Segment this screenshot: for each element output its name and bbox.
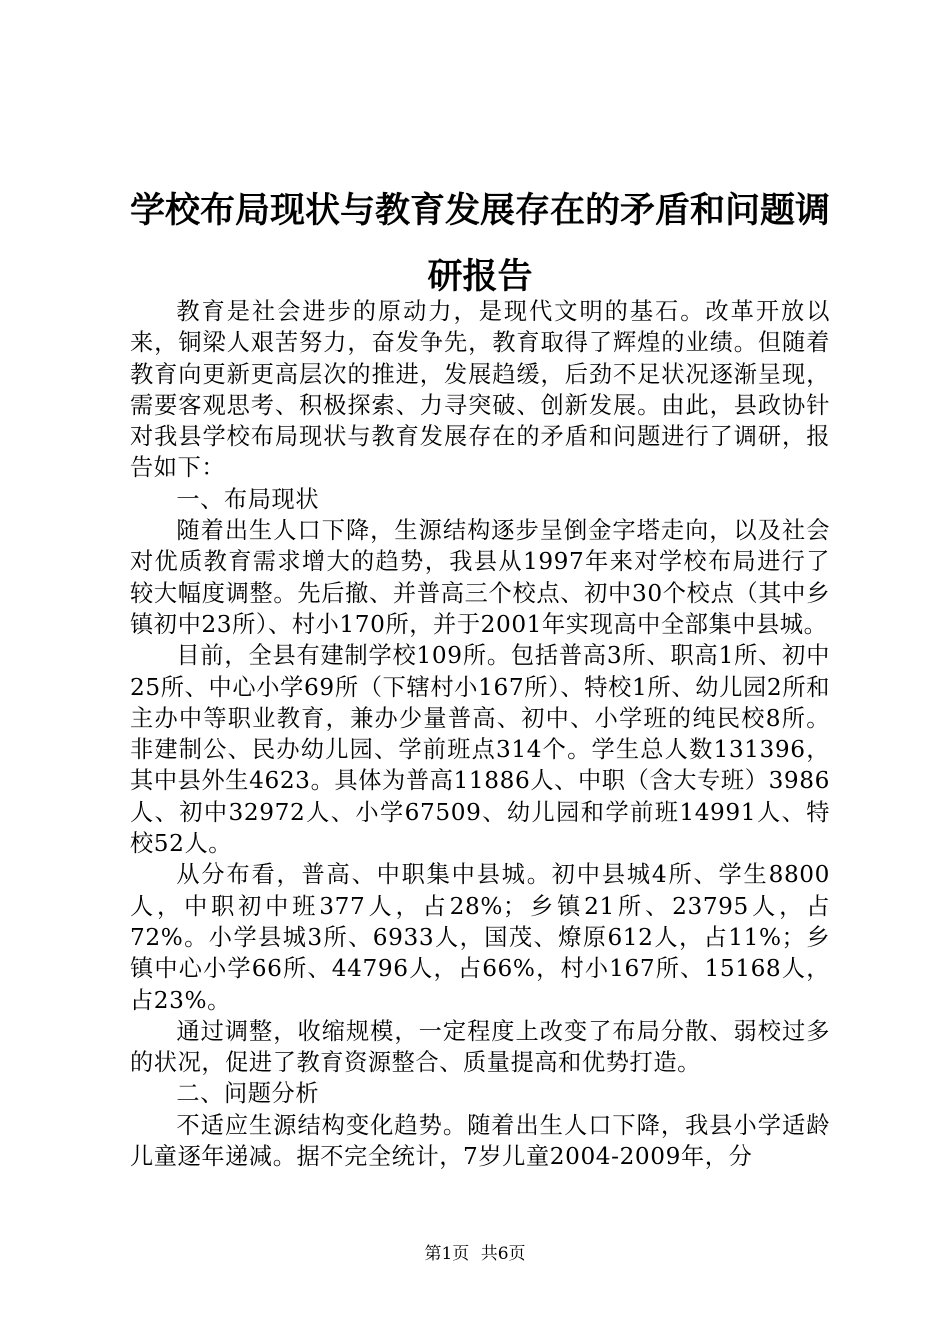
page-footer: [0, 1242, 950, 1266]
document-body: [130, 296, 830, 1172]
paragraph-distribution: 从分布看，普高、中职集中县城。初中县城4所、学生8800人，中职初中班377人，占28%；乡镇21所、23795人，占72%。小学县城3所、6933人，国茂、燎原612人，占11%；乡镇中心小学66所、44796人，占66%，村小167所、15168人，占23%。: [130, 861, 830, 1014]
page-number-current: 第1页: [424, 1244, 470, 1264]
paragraph-current-schools: 目前，全县有建制学校109所。包括普高3所、职高1所、初中25所、中心小学69所（下辖村小167所）、特校1所、幼儿园2所和主办中等职业教育，兼办少量普高、初中、小学班的纯民校8所。非建制公、民办幼儿园、学前班点314个。学生总人数131396，其中县外生4623。具体为普高11886人、中职（含大专班）3986人、初中32972人、小学67509、幼儿园和学前班14991人、特校52人。: [130, 642, 830, 858]
title-line-1: 学校布局现状与教育发展存在的矛盾和问题调: [129, 191, 830, 231]
page-number-total: 共6页: [480, 1244, 526, 1264]
document-title: [110, 178, 850, 310]
paragraph-effect: 通过调整，收缩规模，一定程度上改变了布局分散、弱校过多的状况，促进了教育资源整合、质量提高和优势打造。: [130, 1017, 830, 1077]
section-heading-problems: 二、问题分析: [176, 1080, 320, 1108]
paragraph-problem-1: 不适应生源结构变化趋势。随着出生人口下降，我县小学适龄儿童逐年递减。据不完全统计，7岁儿童2004-2009年，分: [130, 1111, 830, 1171]
paragraph-adjustment: 随着出生人口下降，生源结构逐步呈倒金字塔走向，以及社会对优质教育需求增大的趋势，我县从1997年来对学校布局进行了较大幅度调整。先后撤、并普高三个校点、初中30个校点（其中乡镇初中23所）、村小170所，并于2001年实现高中全部集中县城。: [130, 517, 830, 638]
section-heading-layout: 一、布局现状: [176, 485, 320, 513]
paragraph-intro: 教育是社会进步的原动力，是现代文明的基石。改革开放以来，铜梁人艰苦努力，奋发争先，教育取得了辉煌的业绩。但随着教育向更新更高层次的推进，发展趋缓，后劲不足状况逐渐呈现，需要客观思考、积极探索、力寻突破、创新发展。由此，县政协针对我县学校布局现状与教育发展存在的矛盾和问题进行了调研，报告如下：: [130, 298, 830, 482]
title-line-2: 研报告: [427, 257, 533, 297]
